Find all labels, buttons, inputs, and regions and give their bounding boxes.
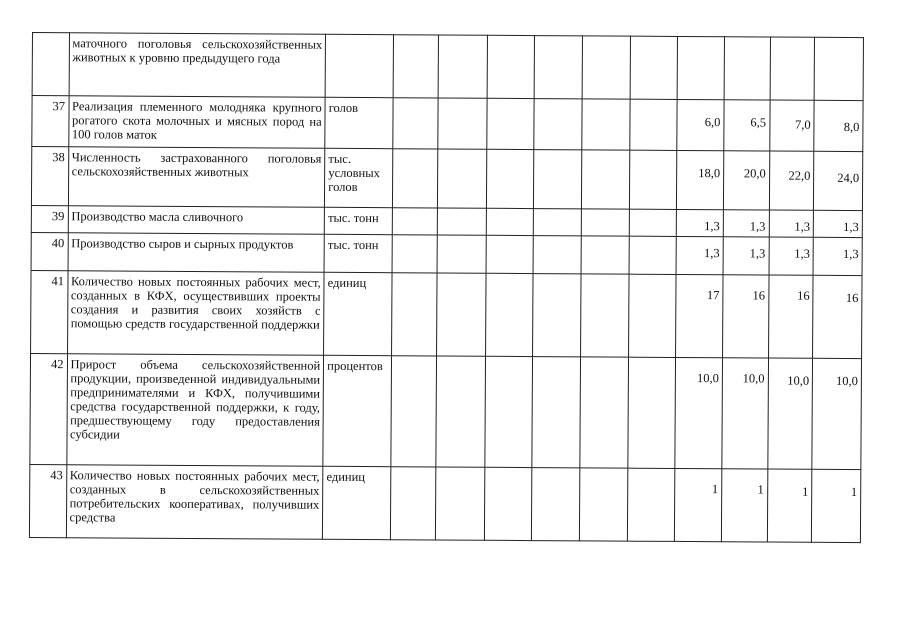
value-cell: 1,3 (814, 210, 863, 237)
empty-cell (534, 36, 582, 99)
row-number (32, 33, 69, 96)
table-row (31, 270, 862, 358)
empty-cell (486, 235, 534, 273)
empty-cell (487, 35, 535, 98)
value-cell: 10,0 (812, 358, 861, 469)
empty-cell (438, 35, 487, 98)
empty-cell (533, 236, 581, 274)
empty-cell (437, 208, 486, 235)
empty-cell (484, 356, 532, 467)
indicator-name: маточного поголовья сельскохозяйственных животных к уровню предыдущего года (69, 33, 326, 98)
indicator-name: Производство сыров и сырных продуктов (68, 233, 325, 273)
empty-cell (437, 235, 486, 273)
empty-cell (581, 150, 629, 209)
empty-cell (392, 273, 437, 356)
unit-cell: голов (325, 97, 393, 148)
empty-cell (486, 98, 534, 149)
empty-cell (436, 273, 485, 356)
empty-cell (532, 468, 580, 541)
value-cell (677, 36, 724, 99)
row-number: 43 (29, 464, 66, 537)
value-cell: 1,3 (677, 209, 724, 236)
empty-cell (438, 98, 487, 149)
unit-cell: тыс. тонн (324, 234, 392, 272)
row-number: 39 (31, 205, 68, 232)
indicator-name: Реализация племенного молодняка крупного рогатого скота молочных и мясных пород на 100 голов маток (68, 96, 325, 149)
empty-cell (392, 208, 437, 235)
empty-cell (627, 357, 675, 468)
empty-cell (627, 468, 675, 541)
empty-cell (533, 209, 581, 236)
value-cell (814, 37, 863, 100)
empty-cell (582, 36, 630, 99)
empty-cell (628, 274, 676, 357)
empty-cell (391, 467, 436, 540)
table-row (32, 96, 863, 152)
value-cell: 1,3 (723, 210, 769, 237)
unit-cell: тыс. условных голов (325, 148, 393, 207)
row-number: 41 (31, 270, 68, 353)
empty-cell (534, 150, 582, 209)
empty-cell (581, 236, 629, 274)
empty-cell (484, 467, 532, 540)
value-cell: 17 (676, 274, 723, 357)
table-row (32, 33, 863, 101)
value-cell: 10,0 (722, 358, 768, 469)
table-row (31, 232, 862, 275)
empty-cell (581, 209, 629, 236)
unit-cell: единиц (324, 272, 392, 355)
value-cell (724, 37, 770, 100)
value-cell: 24,0 (814, 151, 863, 210)
value-cell: 1 (675, 468, 722, 541)
empty-cell (534, 99, 582, 150)
empty-cell (580, 274, 628, 357)
unit-cell: тыс. тонн (324, 207, 392, 234)
unit-cell (325, 34, 393, 97)
value-cell: 1 (721, 469, 767, 542)
empty-cell (435, 467, 484, 540)
empty-cell (393, 98, 438, 149)
value-cell: 7,0 (769, 100, 814, 151)
value-cell: 8,0 (814, 100, 863, 151)
unit-cell: единиц (323, 466, 391, 539)
value-cell: 1,3 (769, 210, 814, 237)
row-number: 40 (31, 232, 68, 270)
value-cell: 1 (767, 469, 812, 542)
value-cell: 1,3 (723, 237, 769, 275)
empty-cell (532, 357, 580, 468)
empty-cell (392, 235, 437, 273)
unit-cell: процентов (323, 355, 392, 466)
indicator-name: Производство масла сливочного (68, 206, 325, 235)
table-row (30, 353, 862, 469)
value-cell: 1,3 (813, 237, 862, 275)
indicator-name: Количество новых постоянных рабочих мест, созданных в сельскохозяйственных потребительских кооперативах, получивших средства (66, 465, 323, 540)
value-cell: 18,0 (677, 150, 724, 209)
empty-cell (393, 149, 438, 208)
value-cell: 16 (813, 275, 862, 358)
value-cell: 10,0 (675, 357, 722, 468)
table-row (31, 147, 862, 211)
empty-cell (630, 36, 678, 99)
empty-cell (629, 150, 677, 209)
empty-cell (437, 149, 486, 208)
value-cell: 1,3 (676, 236, 723, 274)
value-cell: 6,0 (677, 99, 724, 150)
empty-cell (533, 274, 581, 357)
empty-cell (629, 99, 677, 150)
indicator-name: Численность застрахованного поголовья сельскохозяйственных животных (68, 147, 325, 208)
empty-cell (486, 208, 534, 235)
empty-cell (393, 35, 438, 98)
row-number: 38 (31, 147, 68, 206)
value-cell: 16 (768, 275, 813, 358)
row-number: 42 (30, 353, 67, 464)
value-cell (770, 37, 815, 100)
empty-cell (582, 99, 630, 150)
value-cell: 1 (812, 469, 861, 542)
value-cell: 22,0 (769, 151, 814, 210)
empty-cell (391, 356, 436, 467)
value-cell: 6,5 (724, 100, 770, 151)
value-cell: 10,0 (767, 358, 812, 469)
empty-cell (486, 149, 534, 208)
table-row (29, 464, 860, 542)
empty-cell (436, 356, 485, 467)
row-number: 37 (32, 96, 69, 147)
empty-cell (580, 357, 628, 468)
empty-cell (629, 209, 677, 236)
indicators-table (29, 32, 864, 543)
value-cell: 20,0 (723, 151, 769, 210)
empty-cell (485, 273, 533, 356)
empty-cell (629, 236, 677, 274)
value-cell: 1,3 (769, 237, 814, 275)
indicator-name: Прирост объема сельскохозяйственной продукции, произведенной индивидуальными предпринимателями и КФХ, получившими средства государственной поддержки, к году, предшествующему году предоставления субсидии (66, 354, 323, 467)
empty-cell (579, 468, 627, 541)
indicator-name: Количество новых постоянных рабочих мест, созданных в КФХ, осуществивших проекты создания и развития своих хозяйств с помощью средств государственной поддержки (67, 271, 324, 356)
value-cell: 16 (722, 275, 768, 358)
